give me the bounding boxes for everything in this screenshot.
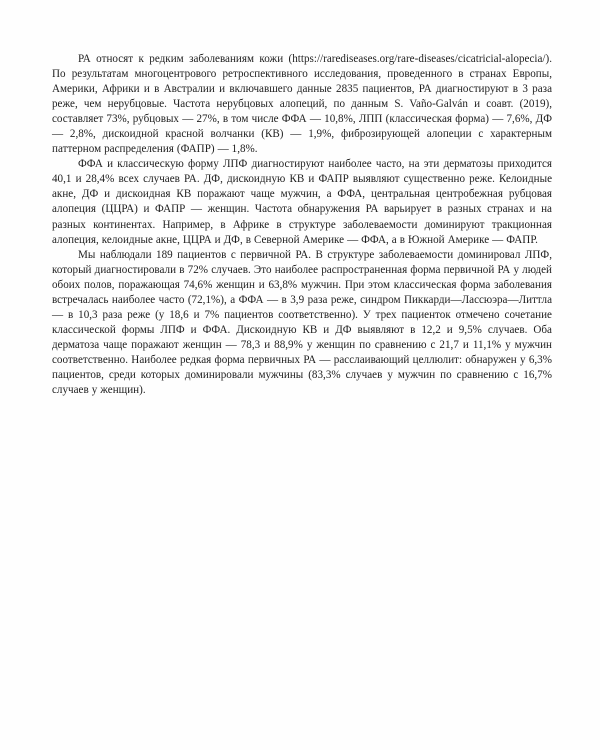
paragraph-3: Мы наблюдали 189 пациентов с первичной РА. В структуре заболеваемости доминировал ЛПФ, который диагностировали в 72% случаев. Это наиболее распространенная форма первичной РА у людей обоих полов, поражающая 74,6% женщин и 63,8% мужчин. При этом классическая форма заболевания встречалась наиболее часто (72,1%), а ФФА — в 3,9 раза реже, синдром Пиккарди—Лассюэра—Литтла — в 10,3 раза реже (у 18,6 и 7% пациентов соответственно). У трех пациенток отмечено сочетание классической формы ЛПФ и ФФА. Дискоидную КВ и ДФ выявляют в 12,2 и 9,5% случаев. Оба дерматоза чаще поражают женщин — 78,3 и 88,9% у женщин по сравнению с 21,7 и 11,1% у мужчин соответственно. Наиболее редкая форма первичных РА — расслаивающий целлюлит: обнаружен у 6,3% пациентов, среди которых доминировали мужчины (83,3% случаев у мужчин по сравнению с 16,7% случаев у женщин). (52, 248, 552, 397)
text-column (52, 52, 552, 398)
paragraph-2: ФФА и классическую форму ЛПФ диагностируют наиболее часто, на эти дерматозы приходится 40,1 и 28,4% всех случаев РА. ДФ, дискоидную КВ и ФАПР выявляют существенно реже. Келоидные акне, ДФ и дискоидная КВ поражают чаще мужчин, а ФФА, центральная центробежная рубцовая алопеция (ЦЦРА) и ФАПР — женщин. Частота обнаружения РА варьирует в разных странах и на разных континентах. Например, в Африке в структуре заболеваемости доминируют тракционная алопеция, келоидные акне, ЦЦРА и ДФ, в Северной Америке — ФФА, а в Южной Америке — ФАПР. (52, 158, 552, 246)
paragraph-1: РА относят к редким заболеваниям кожи (https://rarediseases.org/rare-diseases/cicatricial-alopecia/). По результатам многоцентрового ретроспективного исследования, проведенного в странах Европы, Америки, Африки и в Австралии и включавшего данные 2835 пациентов, РА диагностируют в 3 раза реже, чем нерубцовые. Частота нерубцовых алопеций, по данным S. Vaño-Galván и соавт. (2019), составляет 73%, рубцовых — 27%, в том числе ФФА — 10,8%, ЛПП (классическая форма) — 7,6%, ДФ — 2,8%, дискоидной красной волчанки (КВ) — 1,9%, фиброзирующей алопеции с характерным паттерном распределения (ФАПР) — 1,8%. (52, 53, 552, 156)
